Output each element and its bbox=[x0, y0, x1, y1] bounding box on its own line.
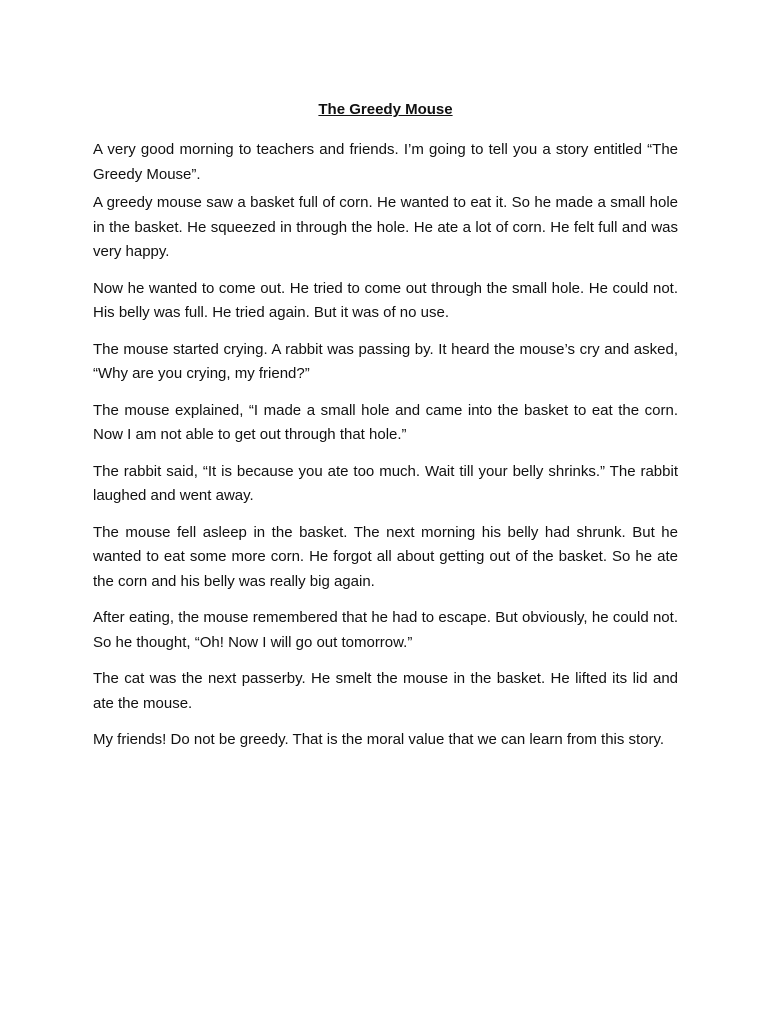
paragraph-7: The mouse fell asleep in the basket. The next morning his belly had shrunk. But he wanted to eat some more corn. He forgot all about getting out of the basket. So he ate the corn and his belly was really big again. bbox=[93, 523, 678, 590]
paragraph-moral: My friends! Do not be greedy. That is the moral value that we can learn from this story. bbox=[93, 731, 665, 748]
document-page bbox=[93, 100, 678, 765]
paragraph-6: The rabbit said, “It is because you ate too much. Wait till your belly shrinks.” The rabbit laughed and went away. bbox=[93, 462, 678, 504]
paragraph-intro: A very good morning to teachers and friends. I’m going to tell you a story entitled “The Greedy Mouse”. bbox=[93, 141, 678, 183]
paragraph-9: The cat was the next passerby. He smelt the mouse in the basket. He lifted its lid and ate the mouse. bbox=[93, 670, 678, 712]
paragraph-8: After eating, the mouse remembered that he had to escape. But obviously, he could not. So he thought, “Oh! Now I will go out tomorrow.” bbox=[93, 609, 678, 651]
paragraph-4: The mouse started crying. A rabbit was passing by. It heard the mouse’s cry and asked, “Why are you crying, my friend?” bbox=[93, 340, 678, 382]
paragraph-5: The mouse explained, “I made a small hole and came into the basket to eat the corn. Now I am not able to get out through that hole.” bbox=[93, 401, 678, 443]
paragraph-2: A greedy mouse saw a basket full of corn. He wanted to eat it. So he made a small hole in the basket. He squeezed in through the hole. He ate a lot of corn. He felt full and was very happy. bbox=[93, 194, 678, 260]
paragraph-3: Now he wanted to come out. He tried to come out through the small hole. He could not. His belly was full. He tried again. But it was of no use. bbox=[93, 279, 678, 321]
document-title: The Greedy Mouse bbox=[318, 101, 453, 118]
